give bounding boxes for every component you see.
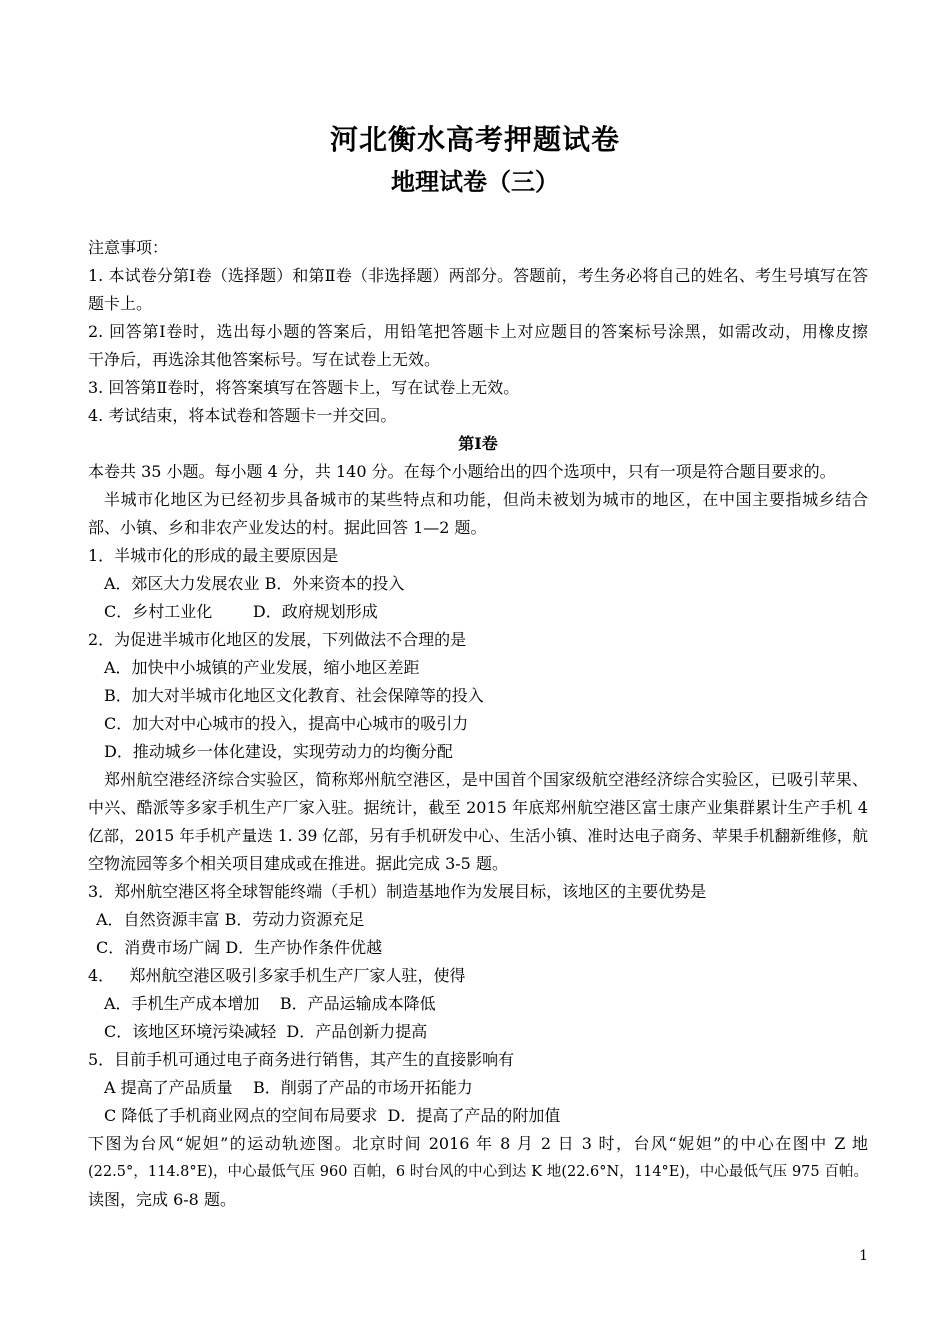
section-intro: 本卷共 35 小题。每小题 4 分，共 140 分。在每个小题给出的四个选项中，只有一项是符合题目要求的。	[88, 462, 836, 481]
question-5-options-ab: A 提高了产品质量 B．削弱了产品的市场开拓能力	[104, 1078, 473, 1097]
notice-item-1: 1. 本试卷分第Ⅰ卷（选择题）和第Ⅱ卷（非选择题）两部分。答题前，考生务必将自己的姓名、考生号填写在答	[88, 266, 868, 285]
passage-3-cont-2: 读图，完成 6-8 题。	[88, 1190, 236, 1209]
question-1-options-cd: C．乡村工业化 D．政府规划形成	[104, 602, 378, 621]
passage-2-cont-2: 亿部，2015 年手机产量迭 1. 39 亿部，另有手机研发中心、生活小镇、准时达电子商务、苹果手机翻新维修，航	[88, 827, 868, 845]
exam-subtitle: 地理试卷（三）	[391, 167, 559, 196]
question-2-option-b: B．加大对半城市化地区文化教育、社会保障等的投入	[104, 686, 484, 705]
section-title: 第Ⅰ卷	[458, 434, 498, 453]
passage-2-cont-1: 中兴、酷派等多家手机生产厂家入驻。据统计，截至 2015 年底郑州航空港区富士康产业集群累计生产手机 4	[88, 798, 868, 817]
notice-item-2-cont: 干净后，再选涂其他答案标号。写在试卷上无效。	[88, 350, 441, 369]
question-3: 3．郑州航空港区将全球智能终端（手机）制造基地作为发展目标，该地区的主要优势是	[88, 882, 707, 901]
question-2-option-c: C．加大对中心城市的投入，提高中心城市的吸引力	[104, 714, 469, 733]
page-number: 1	[859, 1248, 868, 1264]
exam-content	[88, 234, 868, 1214]
passage-2: 郑州航空港经济综合实验区，简称郑州航空港区，是中国首个国家级航空港经济综合实验区，已吸引苹果、	[104, 770, 868, 789]
question-3-options-ab: A．自然资源丰富 B．劳动力资源充足	[96, 910, 365, 929]
question-4-options-cd: C．该地区环境污染减轻 D．产品创新力提高	[104, 1022, 428, 1041]
passage-1-cont: 部、小镇、乡和非农产业发达的村。据此回答 1—2 题。	[88, 518, 487, 537]
question-5-options-cd: C 降低了手机商业网点的空间布局要求 D．提高了产品的附加值	[104, 1106, 561, 1125]
notice-item-4: 4. 考试结束，将本试卷和答题卡一并交回。	[88, 406, 397, 425]
notice-item-3: 3. 回答第Ⅱ卷时，将答案填写在答题卡上，写在试卷上无效。	[88, 378, 520, 397]
notice-item-1-cont: 题卡上。	[88, 294, 153, 313]
question-2: 2．为促进半城市化地区的发展，下列做法不合理的是	[88, 630, 467, 649]
passage-2-cont-3: 空物流园等多个相关项目建成或在推进。据此完成 3-5 题。	[88, 854, 508, 873]
question-1: 1．半城市化的形成的最主要原因是	[88, 546, 339, 565]
exam-title: 河北衡水高考押题试卷	[329, 123, 620, 156]
passage-1: 半城市化地区为已经初步具备城市的某些特点和功能，但尚未被划为城市的地区，在中国主要指城乡结合	[104, 490, 868, 509]
question-2-option-a: A．加快中小城镇的产业发展，缩小地区差距	[104, 658, 420, 677]
question-2-option-d: D．推动城乡一体化建设，实现劳动力的均衡分配	[104, 742, 453, 761]
question-4: 4． 郑州航空港区吸引多家手机生产厂家人驻，使得	[88, 966, 466, 985]
notice-item-2: 2. 回答第Ⅰ卷时，选出每小题的答案后，用铅笔把答题卡上对应题目的答案标号涂黑，如需改动，用橡皮擦	[88, 322, 868, 341]
notice-heading: 注意事项：	[88, 238, 169, 257]
question-4-options-ab: A．手机生产成本增加 B．产品运输成本降低	[104, 994, 436, 1013]
passage-3: 下图为台风“妮妲”的运动轨迹图。北京时间 2016 年 8 月 2 日 3 时，台风“妮妲”的中心在图中 Z 地	[88, 1134, 868, 1153]
question-1-options-ab: A．郊区大力发展农业 B．外来资本的投入	[104, 574, 405, 593]
question-5: 5．目前手机可通过电子商务进行销售，其产生的直接影响有	[88, 1050, 515, 1069]
question-3-options-cd: C．消费市场广阔 D．生产协作条件优越	[96, 938, 383, 957]
passage-3-cont-1: (22.5°，114.8°E)，中心最低气压 960 百帕，6 时台风的中心到达 K 地(22.6°N，114°E)，中心最低气压 975 百帕。	[88, 1164, 868, 1180]
